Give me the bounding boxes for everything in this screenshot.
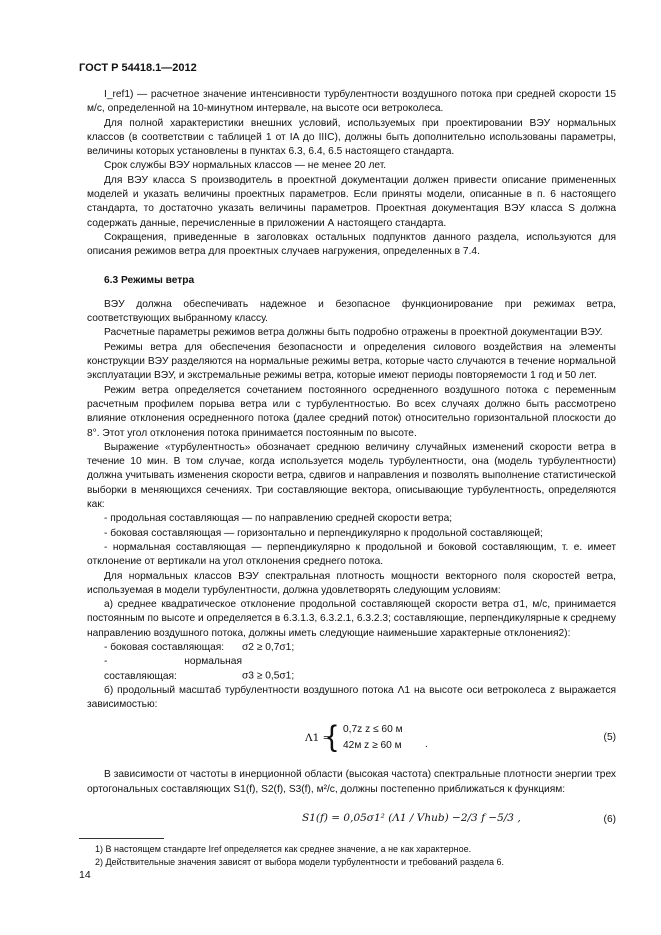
list-item: - боковая составляющая — горизонтально и перпендикулярно к продольной составляющей; — [104, 527, 543, 539]
equation-5-case: 42м z ≥ 60 м — [343, 740, 402, 752]
section-heading: 6.3 Режимы ветра — [104, 274, 195, 286]
ratio-row — [87, 641, 616, 655]
document-body — [87, 88, 616, 837]
paragraph-wind-regimes: Режимы ветра для обеспечения безопасности и определения силового воздействия на элементы конструкции ВЭУ разделяются на нормальные режимы ветра, которые часто случаются в течение нормальной эксплуатации ВЭУ, и экстремальные режимы ветра, которые имеют периоды повторяемости 1 год и 50 лет. — [87, 341, 616, 382]
paragraph-spectral: Для нормальных классов ВЭУ спектральная плотность мощности векторного поля скоростей ветра, используемая в модели турбулентности, должна удовлетворять следующим условиям: — [87, 570, 616, 596]
ratio-row — [87, 655, 616, 684]
equation-5 — [87, 720, 616, 760]
paragraph-design-params: Расчетные параметры режимов ветра должны быть подробно отражены в проектной документации ВЭУ. — [104, 327, 603, 339]
equation-number: (5) — [603, 732, 616, 744]
paragraph-normal-classes: Для полной характеристики внешних условий, используемых при проектировании ВЭУ нормальных классов (в соответствии с таблицей 1 от IA до IIIC), должны быть дополнительно использованы параметры, величины которых установлены в пунктах 6.3, 6.4, 6.5 настоящего стандарта. — [87, 117, 616, 158]
paragraph-inertial: В зависимости от частоты в инерционной области (высокая частота) спектральные плотности энергии трех ортогональных составляющих S1(f), S2(f), S3(f), м²/с, должны постепенно приближаться к функциям: — [87, 769, 616, 795]
equation-6 — [87, 803, 616, 831]
ratio-label: - нормальная составляющая: — [104, 656, 242, 682]
list-item: - продольная составляющая — по направлению средней скорости ветра; — [104, 513, 453, 525]
ratio-label: - боковая составляющая: — [104, 641, 225, 653]
paragraph-class-s: Для ВЭУ класса S производитель в проектной документации должен привести описание примененных моделей и указать величины проектных параметров. Если приняты модели, описанные в п. 6 настоящего стандарта, то достаточно указать величины параметров. Проектная документация ВЭУ класса S должна содержать данные, перечисленные в приложении А настоящего стандарта. — [87, 174, 616, 229]
equation-number: (6) — [603, 814, 616, 826]
condition-a: а) среднее квадратическое отклонение продольной составляющей скорости ветра σ1, м/с, принимается постоянным по высоте и определяется в 6.3.1.3, 6.3.2.1, 6.3.2.3; составляющие, перпендикулярные к среднему направлению воздушного потока, должны иметь следующие наименьшие характерные отклонения2): — [87, 599, 616, 639]
paragraph-turbulence: Выражение «турбулентность» обозначает среднюю величину случайных изменений скорости ветра в течение 10 мин. В том случае, когда используется модель турбулентности, она (модель турбулентности) должна учитывать изменения скорости ветра, сдвигов и направления и позволять выполнение статистической выборки в меняющихся сечениях. Три составляющие вектора, описывающие турбулентность, определяются как: — [87, 441, 616, 511]
paragraph-service-life: Срок службы ВЭУ нормальных классов — не менее 20 лет. — [104, 160, 387, 172]
list-item: - нормальная составляющая — перпендикулярно к продольной и боковой составляющим, т. е. имеет отклонение от вертикали на угол отклонения среднего потока. — [87, 541, 616, 568]
left-brace-icon: { — [327, 720, 338, 754]
paragraph-iref: I_ref1) — расчетное значение интенсивности турбулентности воздушного потока при средней скорости 15 м/с, определенной на 10-минутном интервале, на высоте оси ветроколеса. — [87, 89, 616, 115]
footnote: 2) Действительные значения зависят от выбора модели турбулентности и требований раздела 6. — [95, 856, 505, 867]
ratio-value: σ3 ≥ 0,5σ1; — [242, 670, 295, 682]
equation-5-end: . — [425, 739, 428, 751]
page-number: 14 — [79, 869, 91, 881]
paragraph-regime-definition: Режим ветра определяется сочетанием постоянного осредненного воздушного потока с переменным расчетным профилем порыва ветра или с турбулентностью. Во всех случаях должно быть рассмотрено влияние отклонения осредненного потока (далее средний поток) относительно горизонтальной плоскости до 8°. Этот угол отклонения потока принимается постоянным по высоте. — [87, 384, 616, 439]
equation-5-case: 0,7z z ≤ 60 м — [343, 724, 403, 736]
paragraph-wind-operation: ВЭУ должна обеспечивать надежное и безопасное функционирование при режимах ветра, соответствующих выбранному классу. — [87, 298, 616, 325]
ratio-value: σ2 ≥ 0,7σ1; — [242, 641, 295, 653]
condition-b: б) продольный масштаб турбулентности воздушного потока Λ1 на высоте оси ветроколеса z выражается зависимостью: — [87, 684, 616, 711]
equation-5-cases — [343, 722, 403, 754]
footnotes — [95, 843, 504, 868]
footnote-divider — [79, 838, 164, 839]
paragraph-abbreviations: Сокращения, приведенные в заголовках остальных подпунктов данного раздела, используются для описания режимов ветра для проектных случаев нагружения, определенных в 7.4. — [87, 231, 616, 258]
equation-6-formula: S1(f) = 0,05σ1² (Λ1 / Vhub) −2/3 f −5/3 , — [302, 812, 521, 825]
equation-5-lhs: Λ1 = — [305, 732, 332, 745]
standard-header: ГОСТ Р 54418.1—2012 — [79, 62, 197, 74]
footnote: 1) В настоящем стандарте Iref определяется как среднее значение, а не как характерное. — [95, 844, 472, 854]
